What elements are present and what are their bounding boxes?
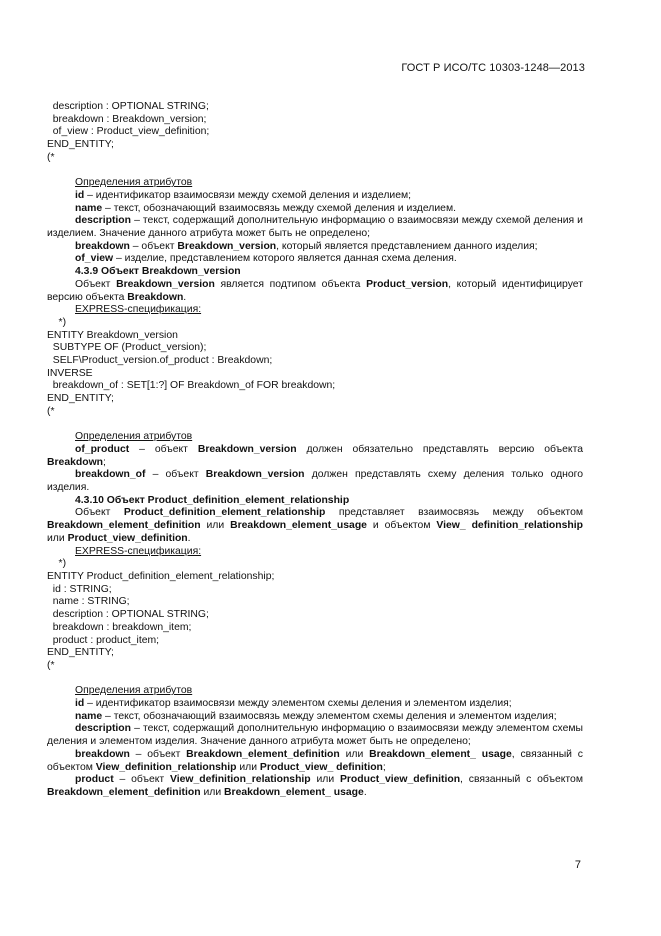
attr-definitions-title: Определения атрибутов [75, 431, 193, 443]
attr-definitions-title: Определения атрибутов [75, 177, 193, 189]
attr-id: id – идентификатор взаимосвязи между элементом схемы деления и элементом изделия; [75, 698, 512, 709]
code-line: description : OPTIONAL STRING; [47, 609, 209, 621]
attr-id: id – идентификатор взаимосвязи между схемой деления и изделием; [75, 189, 412, 201]
attr-of-product: of_product – объект Breakdown_version должен обязательно представлять версию объекта Breakdown; [47, 443, 583, 468]
code-line: SUBTYPE OF (Product_version); [47, 342, 207, 354]
code-line: description : OPTIONAL STRING; [47, 101, 209, 112]
attr-product: product – объект View_definition_relationship или Product_view_definition, связанный с объектом Breakdown_element_definition или Breakdown_element_ usage. [47, 774, 583, 798]
attr-definitions-title: Определения атрибутов [75, 685, 193, 697]
code-line: END_ENTITY; [47, 393, 114, 405]
attr-breakdown-of: breakdown_of – объект Breakdown_version должен представлять схему деления только одного изделия. [47, 469, 583, 494]
code-line: breakdown_of : SET[1:?] OF Breakdown_of FOR breakdown; [47, 380, 336, 392]
code-line: END_ENTITY; [47, 647, 114, 659]
code-line: END_ENTITY; [47, 139, 114, 151]
code-line: breakdown : Breakdown_version; [47, 113, 207, 125]
code-line: name : STRING; [47, 596, 130, 608]
section-heading-4-3-10: 4.3.10 Объект Product_definition_element_relationship [75, 494, 350, 506]
section-4-3-10-intro: Объект Product_definition_element_relationship представляет взаимосвязь между объектом Breakdown_element_definition или Breakdown_element_usage и объектом View_ definition_relationship или Product_view_definition. [47, 507, 583, 544]
code-line: *) [47, 316, 67, 328]
express-spec-title: EXPRESS-спецификация: [75, 545, 202, 557]
section-heading-4-3-9: 4.3.9 Объект Breakdown_version [75, 266, 241, 278]
attr-name: name – текст, обозначающий взаимосвязь между схемой деления и изделием. [75, 202, 456, 214]
attr-description: description – текст, содержащий дополнительную информацию о взаимосвязи между схемой деления и изделием. Значение данного атрибута может быть не определено; [47, 215, 583, 240]
express-spec-title: EXPRESS-спецификация: [75, 304, 202, 316]
attr-name: name – текст, обозначающий взаимосвязь между элементом схемы деления и элементом изделия; [75, 710, 557, 722]
attr-breakdown: breakdown – объект Breakdown_version, который является представлением данного изделия; [75, 240, 538, 252]
code-line: product : product_item; [47, 634, 160, 646]
section-4-3-9-intro: Объект Breakdown_version является подтипом объекта Product_version, который идентифицирует версию объекта Breakdown. [47, 278, 583, 303]
code-line: INVERSE [47, 367, 93, 379]
code-line: (* [47, 405, 55, 417]
code-line: *) [47, 558, 67, 570]
page-number: 7 [574, 859, 581, 871]
code-line: id : STRING; [47, 583, 112, 595]
code-line: ENTITY Breakdown_version [47, 329, 178, 341]
attr-breakdown: breakdown – объект Breakdown_element_definition или Breakdown_element_ usage, связанный с объектом View_definition_relationship или Product_view_ definition; [47, 748, 583, 773]
code-line: SELF\Product_version.of_product : Breakdown; [47, 355, 273, 367]
code-line: of_view : Product_view_definition; [47, 126, 210, 138]
code-line: ENTITY Product_definition_element_relationship; [47, 570, 275, 582]
page-content [47, 101, 583, 800]
attr-of-view: of_view – изделие, представлением которого является данная схема деления. [75, 253, 457, 265]
attr-description: description – текст, содержащий дополнительную информацию о взаимосвязи между элементом схемы деления и элементом изделия. Значение данного атрибута может быть не определено; [47, 723, 583, 748]
code-line: breakdown : breakdown_item; [47, 621, 192, 633]
standard-header: ГОСТ Р ИСО/ТС 10303-1248—2013 [401, 62, 585, 74]
code-line: (* [47, 151, 55, 163]
code-line: (* [47, 659, 55, 671]
